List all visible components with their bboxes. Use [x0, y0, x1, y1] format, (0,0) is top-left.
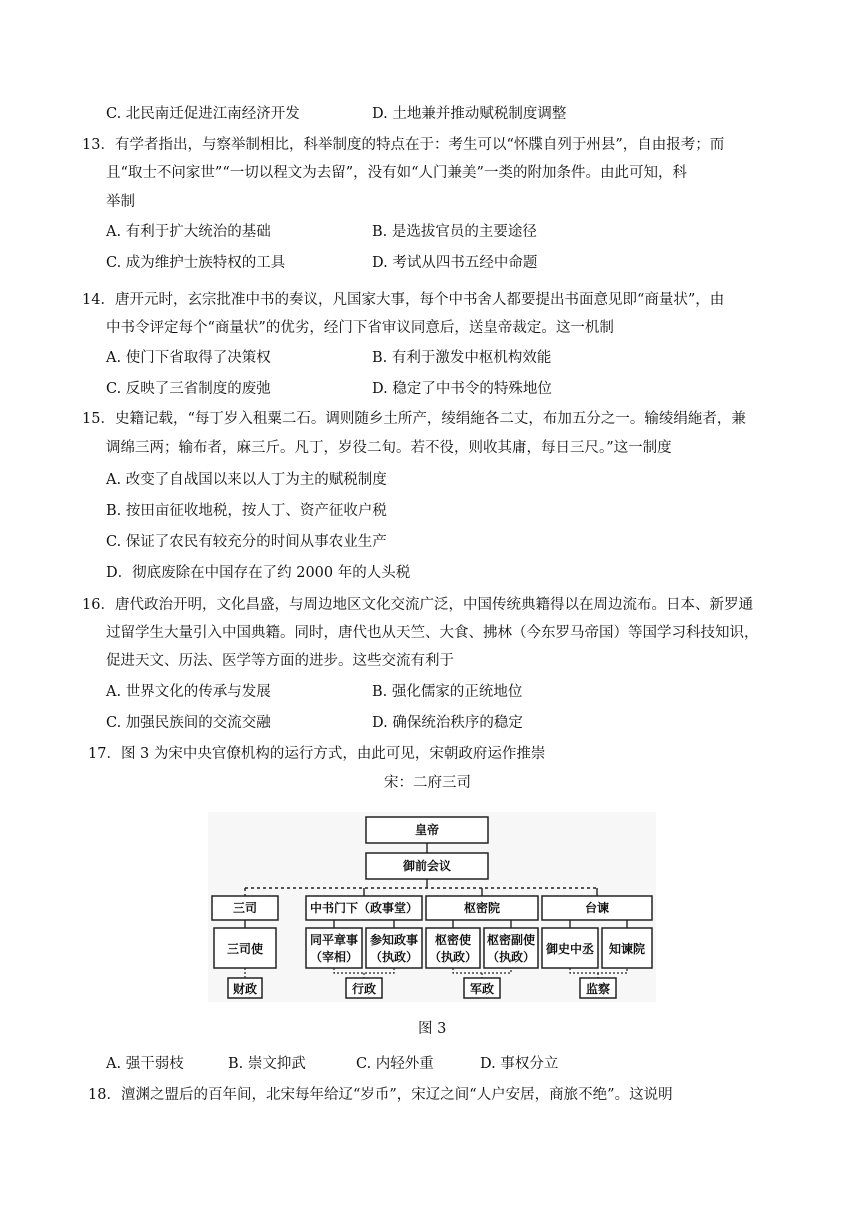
tongping-label-1: 同平章事: [309, 933, 359, 947]
q13-stem-line3: 举制: [106, 194, 135, 210]
q16-option-c: C. 加强民族间的交流交融: [106, 715, 271, 731]
sansi-label: 三司: [232, 901, 258, 915]
figure-title: 宋：二府三司: [384, 775, 471, 791]
figure-caption: 图 3: [418, 1021, 447, 1037]
q16-stem-line3: 促进天文、历法、医学等方面的进步。这些交流有利于: [106, 653, 454, 669]
sansi-shi-label: 三司使: [226, 942, 264, 956]
zhongshu-label: 中书门下（政事堂）: [309, 901, 419, 915]
q12-option-d: D. 土地兼并推动赋税制度调整: [372, 106, 567, 122]
canzhi-label-1: 参知政事: [369, 933, 419, 947]
q17-option-d: D. 事权分立: [480, 1056, 559, 1072]
q15-stem-line2: 调绵三两；输布者，麻三斤。凡丁，岁役二旬。若不役，则收其庸，每日三尺。”这一制度: [106, 440, 672, 456]
emperor-label: 皇帝: [414, 823, 440, 837]
q13-option-d: D. 考试从四书五经中命题: [372, 255, 538, 271]
zhijian-label: 知谏院: [608, 942, 646, 956]
shumifu-label-2: （执政）: [486, 950, 536, 964]
junzheng-label: 军政: [469, 982, 495, 996]
yushi-label: 御史中丞: [545, 942, 595, 956]
xingzheng-label: 行政: [351, 982, 377, 996]
q16-stem-line2: 过留学生大量引入中国典籍。同时，唐代也从天竺、大食、拂林（今东罗马帝国）等国学习科技知识，: [106, 625, 759, 641]
shumishi-label-2: （执政）: [428, 950, 478, 964]
tongping-label-2: （宰相）: [309, 950, 359, 964]
council-label: 御前会议: [402, 859, 452, 873]
taijian-label: 台谏: [584, 901, 610, 915]
q13-stem-line1: 13．有学者指出，与察举制相比，科举制度的特点在于：考生可以“怀牒自列于州县”，自由报考；而: [82, 137, 725, 153]
q17-stem: 17．图 3 为宋中央官僚机构的运行方式，由此可见，宋朝政府运作推崇: [88, 746, 546, 762]
q15-option-b: B. 按田亩征收地税，按人丁、资产征收户税: [106, 503, 387, 519]
caizheng-label: 财政: [232, 982, 258, 996]
q16-option-a: A. 世界文化的传承与发展: [106, 684, 271, 700]
q15-option-c: C. 保证了农民有较充分的时间从事农业生产: [106, 534, 387, 550]
q18-stem: 18．澶渊之盟后的百年间，北宋每年给辽“岁币”，宋辽之间“人户安居，商旅不绝”。这说明: [88, 1087, 673, 1103]
q14-option-a: A. 使门下省取得了决策权: [106, 350, 271, 366]
q13-option-b: B. 是选拔官员的主要途径: [372, 224, 537, 240]
jiancha-label: 监察: [585, 982, 611, 996]
q13-option-c: C. 成为维护士族特权的工具: [106, 255, 286, 271]
q17-option-b: B. 崇文抑武: [228, 1056, 306, 1072]
q15-option-d: D．彻底废除在中国存在了约 2000 年的人头税: [106, 565, 411, 581]
shumishi-label-1: 枢密使: [434, 933, 472, 947]
q13-stem-line2: 且“取士不问家世”“一切以程文为去留”，没有如“人门兼美”一类的附加条件。由此可知，科: [106, 165, 687, 181]
q13-option-a: A. 有利于扩大统治的基础: [106, 224, 271, 240]
org-chart-figure: [208, 812, 656, 1002]
q14-option-b: B. 有利于激发中枢机构效能: [372, 350, 552, 366]
q15-option-a: A. 改变了自战国以来以人丁为主的赋税制度: [106, 472, 387, 488]
shumifu-label-1: 枢密副使: [486, 933, 536, 947]
q12-option-c: C. 北民南迁促进江南经济开发: [106, 106, 300, 122]
q16-stem-line1: 16．唐代政治开明，文化昌盛，与周边地区文化交流广泛，中国传统典籍得以在周边流布。日本、新罗通: [82, 597, 753, 613]
q17-option-c: C. 内轻外重: [356, 1056, 434, 1072]
q16-option-b: B. 强化儒家的正统地位: [372, 684, 523, 700]
q15-stem-line1: 15．史籍记载，“每丁岁入租粟二石。调则随乡土所产，绫绢絁各二丈，布加五分之一。输绫绢絁者，兼: [82, 411, 746, 427]
q14-option-c: C. 反映了三省制度的废弛: [106, 381, 271, 397]
canzhi-label-2: （执政）: [369, 950, 419, 964]
q14-option-d: D. 稳定了中书令的特殊地位: [372, 381, 552, 397]
shumi-label: 枢密院: [463, 901, 501, 915]
q14-stem-line2: 中书令评定每个“商量状”的优劣，经门下省审议同意后，送皇帝裁定。这一机制: [106, 320, 614, 336]
q17-option-a: A. 强干弱枝: [106, 1056, 184, 1072]
q14-stem-line1: 14．唐开元时，玄宗批准中书的奏议，凡国家大事，每个中书舍人都要提出书面意见即“商量状”，由: [82, 292, 725, 308]
q16-option-d: D. 确保统治秩序的稳定: [372, 715, 523, 731]
